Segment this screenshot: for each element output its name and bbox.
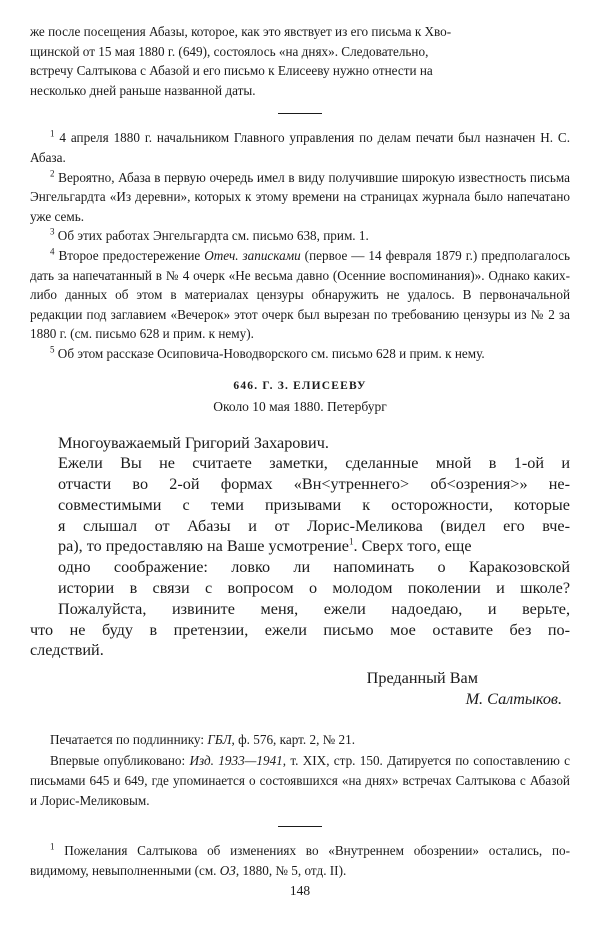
top-paragraph-line: щинской от 15 мая 1880 г. (649), состоялось «на днях». Следовательно, xyxy=(30,43,429,59)
page-body xyxy=(30,22,570,880)
footnote-marker: 5 xyxy=(50,344,55,355)
letter-dateline: Около 10 мая 1880. Петербург xyxy=(213,398,387,414)
letter-heading: 646. Г. З. ЕЛИСЕЕВУ xyxy=(233,379,367,392)
letter-signature: М. Салтыков. xyxy=(465,690,562,709)
footnote-marker: 3 xyxy=(50,226,55,237)
letter-line: отчасти во 2-ой формах «Вн<утреннего> об<озрения>» не- xyxy=(58,475,570,494)
footnote-4 xyxy=(30,246,570,344)
letter-line-with-footnote xyxy=(30,536,570,557)
letter-line: что не буду в претензии, ежели письмо мое оставите без по- xyxy=(30,620,570,639)
publication-notes xyxy=(30,730,570,810)
letter-line-part xyxy=(30,536,472,557)
footnote-text: Второе предостережение xyxy=(58,247,205,263)
top-paragraph-line: встречу Салтыкова с Абазой и его письмо к Елисееву нужно отнести на xyxy=(30,63,433,79)
footnote-text: (первое — 14 февраля 1879 г.) предполагалось дать за напечатанный в № 4 очерк «Не весьма давно (Осенние воспоминания)». Однако каких-либо данных об этом в материалах цензуры обнаружить не удалось. В первоначальной редакции под заглавием «Вечерок» этот очерк был вырезан по требованию цензуры из № 2 за 1880 г. (см. письмо 628 и прим. к нему). xyxy=(30,247,570,342)
note-italic: Изд. 1933—1941 xyxy=(189,753,283,769)
letter-text: . Сверх того, еще xyxy=(353,537,472,556)
footnote-ref: 1 xyxy=(349,537,354,548)
footnote-separator xyxy=(278,826,322,827)
footnote-2 xyxy=(30,168,570,227)
letter-closing: Преданный Вам xyxy=(366,669,478,688)
letter-line: истории в связи с вопросом о молодом поколении и школе? xyxy=(58,579,570,598)
footnote-marker: 2 xyxy=(50,168,55,179)
footnote-italic: ОЗ xyxy=(219,862,236,878)
footnote-3 xyxy=(30,226,570,246)
letter-line: следствий. xyxy=(30,641,104,660)
footnote-text: Вероятно, Абаза в первую очередь имел в виду получившие широкую известность письма Энгельгардта «Из деревни», которых к этому времени на страницах журнала было напечатано уже семь. xyxy=(30,169,571,224)
footnotes-previous-letter xyxy=(30,128,570,363)
footnote-text: Об этом рассказе Осиповича-Новодворского см. письмо 628 и прим. к нему. xyxy=(57,345,485,361)
top-paragraph xyxy=(30,22,570,100)
page-number: 148 xyxy=(289,883,311,898)
footnote-5 xyxy=(30,344,570,364)
letter-line: одно соображение: ловко ли напоминать о Каракозовской xyxy=(58,558,570,577)
note-text: , ф. 576, карт. 2, № 21. xyxy=(231,731,356,747)
footnote-text: Об этих работах Энгельгардта см. письмо 638, прим. 1. xyxy=(57,228,369,244)
letter-paragraph-1 xyxy=(30,453,570,599)
footnote-1-current xyxy=(30,841,570,880)
letter-body xyxy=(30,433,570,710)
top-paragraph-line: же после посещения Абазы, которое, как это явствует из его письма к Хво- xyxy=(30,24,452,39)
footnote-text: , 1880, № 5, отд. II). xyxy=(235,862,347,878)
first-publication-note xyxy=(30,751,570,810)
letter-line: Ежели Вы не считаете заметки, сделанные мной в 1-ой и xyxy=(58,454,570,473)
note-italic: ГБЛ xyxy=(207,731,232,747)
footnote-marker: 1 xyxy=(50,128,55,139)
letter-line: Пожалуйста, извините меня, ежели надоедаю, и верьте, xyxy=(58,599,570,618)
source-note xyxy=(30,730,570,750)
top-paragraph-line: несколько дней раньше названной даты. xyxy=(30,82,256,98)
letter-line: я слышал от Абазы и от Лорис-Меликова (видел его вче- xyxy=(58,516,570,535)
note-text: Впервые опубликовано: xyxy=(50,753,190,769)
footnote-separator xyxy=(278,113,322,114)
note-text: , т. XIX, стр. 150. Датируется по сопоставлению с письмами 645 и 649, где упоминается о состоявшихся «на днях» встречах Салтыкова с Абазой и Лорис-Меликовым. xyxy=(30,753,570,808)
footnotes-current-letter xyxy=(30,841,570,880)
note-text: Печатается по подлиннику: xyxy=(50,731,208,747)
letter-text: ра), то предоставляю на Ваше усмотрение xyxy=(58,537,349,556)
footnote-text: Пожелания Салтыкова об изменениях во «Внутреннем обозрении» остались, по-видимому, невыполненными (см. xyxy=(30,843,570,878)
footnote-italic: Отеч. записками xyxy=(204,247,301,263)
footnote-1 xyxy=(30,128,570,167)
letter-paragraph-2 xyxy=(30,599,570,661)
footnote-marker: 1 xyxy=(50,841,55,852)
footnote-marker: 4 xyxy=(50,246,55,257)
letter-greeting: Многоуважаемый Григорий Захарович. xyxy=(58,433,329,452)
letter-line: совместимыми с теми призывами к осторожности, которые xyxy=(58,495,570,514)
footnote-text: 4 апреля 1880 г. начальником Главного управления по делам печати был назначен Н. С. Абаза. xyxy=(30,130,571,165)
